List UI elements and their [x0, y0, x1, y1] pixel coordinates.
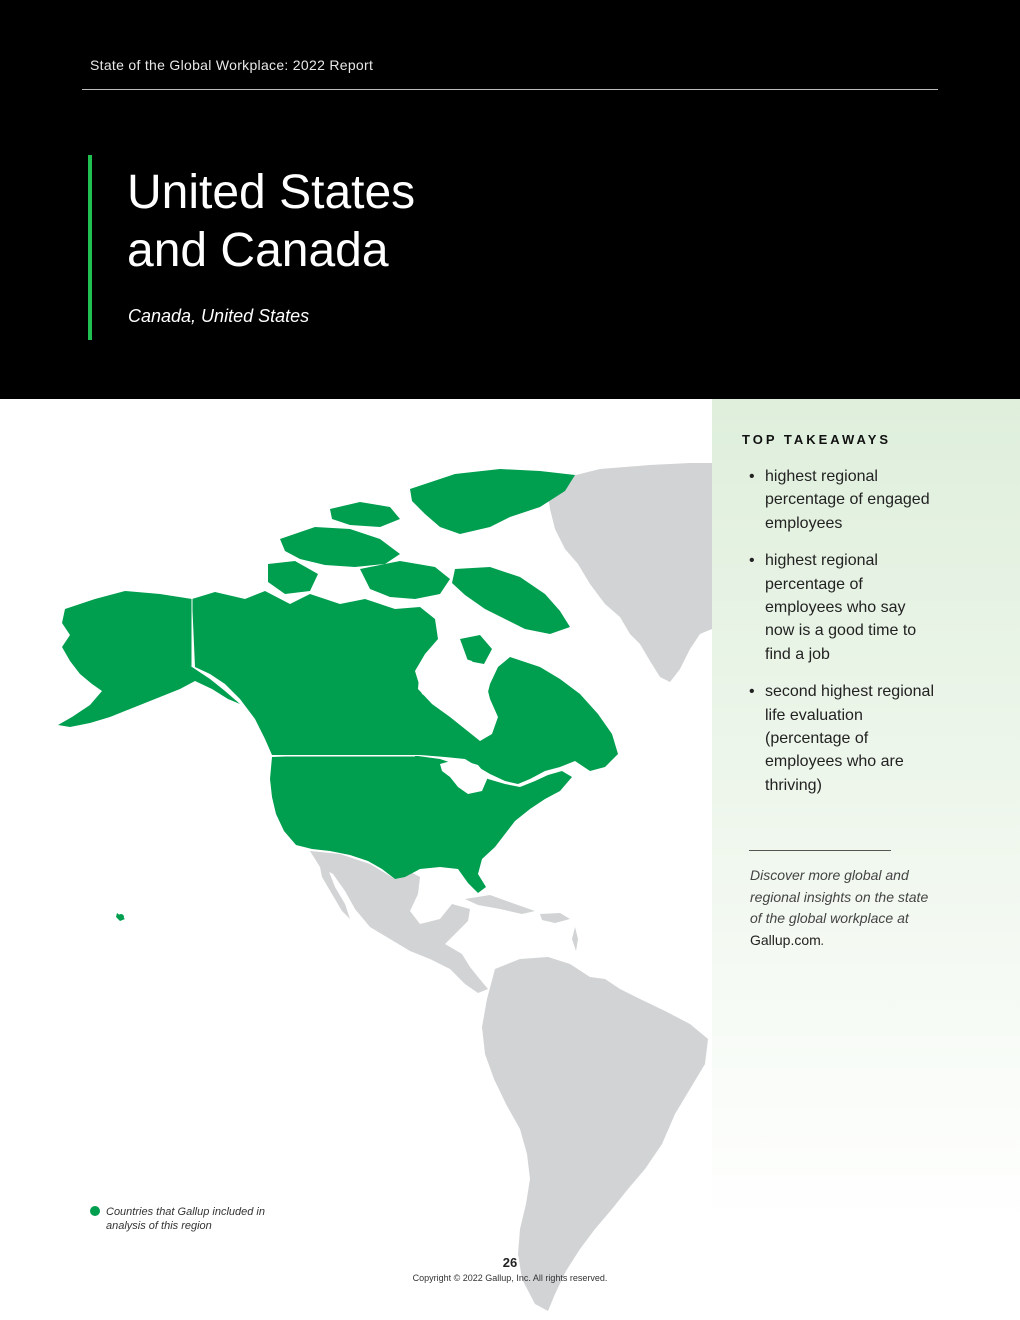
bullet-icon: • [749, 683, 755, 701]
bullet-icon: • [749, 552, 755, 570]
takeaway-text: highest regional percentage of engaged employees [765, 468, 930, 532]
legend-dot-icon [90, 1206, 100, 1216]
region-title-line2: and Canada [127, 224, 389, 277]
region-countries: Canada, United States [128, 306, 310, 326]
takeaway-text: second highest regional life evaluation (percentage of employees who are thriving) [765, 683, 935, 794]
discover-end: . [820, 931, 825, 948]
region-map [0, 399, 712, 1320]
map-hawaii-island [118, 914, 124, 920]
takeaway-item [749, 549, 939, 666]
header [0, 0, 1020, 399]
page-number: 26 [502, 1255, 518, 1270]
map-arctic-island-5 [452, 567, 570, 634]
sidebar-divider [749, 850, 891, 851]
map-arctic-island-2 [280, 527, 400, 567]
copyright: Copyright © 2022 Gallup, Inc. All rights reserved. [412, 1273, 608, 1283]
region-title-line1: United States [127, 166, 416, 219]
takeaway-text: highest regional percentage of employees who say now is a good time to find a job [765, 552, 917, 663]
takeaways-heading: TOP TAKEAWAYS [742, 432, 892, 447]
bullet-icon: • [749, 468, 755, 485]
map-lesser-antilles [572, 927, 578, 951]
map-svg [0, 399, 712, 1320]
report-title: State of the Global Workplace: 2022 Report [90, 57, 374, 73]
region-title [127, 164, 627, 280]
map-greenland [548, 463, 712, 682]
gallup-link[interactable]: Gallup.com [750, 931, 821, 948]
accent-bar [88, 155, 92, 340]
map-cuba [465, 895, 535, 914]
map-arctic-island-3 [360, 561, 450, 599]
header-divider [82, 89, 938, 90]
discover-text [750, 865, 940, 951]
takeaway-item [749, 680, 939, 797]
takeaway-item [749, 465, 939, 535]
top-takeaways-panel [712, 399, 1020, 1229]
takeaway-list [749, 465, 939, 811]
legend-text: Countries that Gallup included in analysis of this region [106, 1206, 265, 1232]
map-hispaniola [540, 913, 570, 923]
map-arctic-island-6 [330, 502, 400, 527]
map-arctic-island-4 [268, 561, 318, 594]
discover-body: Discover more global and regional insights on the state of the global workplace at [750, 867, 929, 927]
